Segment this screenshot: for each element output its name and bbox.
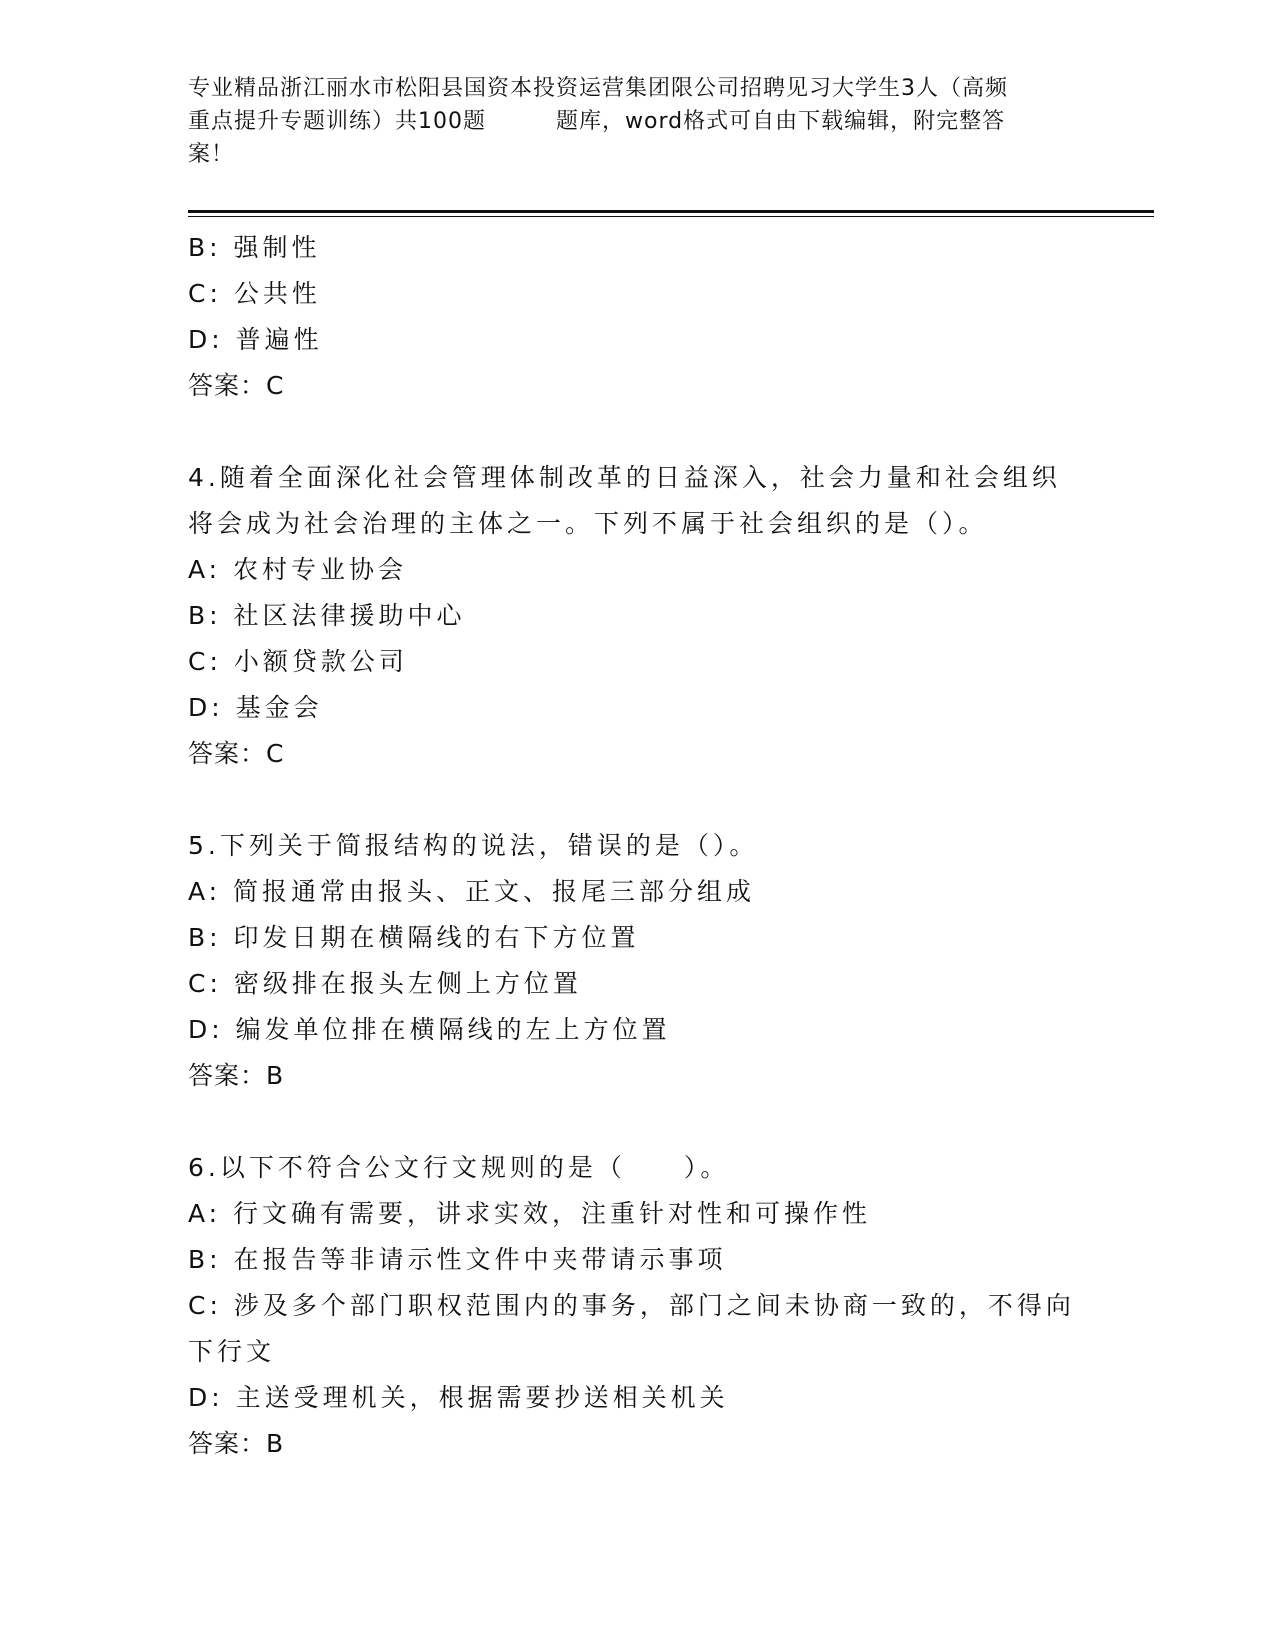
q5-option-b: B: 印发日期在横隔线的右下方位置	[188, 923, 640, 952]
header-rule-thick	[188, 210, 1154, 213]
q3-option-b: B: 强制性	[188, 233, 321, 262]
header-line-3: 案！	[188, 142, 235, 167]
q4-option-d: D: 基金会	[188, 693, 323, 722]
q3-answer: 答案：C	[188, 371, 285, 400]
q3-option-d: D: 普遍性	[188, 325, 323, 354]
document-header	[188, 72, 1088, 171]
q6-option-c-line-2: 下行文	[188, 1337, 276, 1366]
header-line-2a: 重点提升专题训练）共100题	[188, 109, 486, 134]
q6-option-b: B: 在报告等非请示性文件中夹带请示事项	[188, 1245, 727, 1274]
q5-option-a: A: 简报通常由报头、正文、报尾三部分组成	[188, 877, 756, 906]
q5-option-c: C: 密级排在报头左侧上方位置	[188, 969, 582, 998]
q6-option-a: A: 行文确有需要，讲求实效，注重针对性和可操作性	[188, 1199, 872, 1228]
q6-option-d: D: 主送受理机关，根据需要抄送相关机关	[188, 1383, 729, 1412]
q4-stem-line-2: 将会成为社会治理的主体之一。下列不属于社会组织的是（）。	[188, 509, 988, 538]
q4-stem-line-1: 4.随着全面深化社会管理体制改革的日益深入，社会力量和社会组织	[188, 463, 1061, 492]
q6-stem-line-1: 6.以下不符合公文行文规则的是（ ）。	[188, 1153, 730, 1182]
q6-answer: 答案：B	[188, 1429, 285, 1458]
header-line-2b: 题库，word格式可自由下载编辑，附完整答	[556, 109, 1006, 134]
q4-option-a: A: 农村专业协会	[188, 555, 408, 584]
header-rule-thin	[188, 216, 1154, 217]
header-line-1: 专业精品浙江丽水市松阳县国资本投资运营集团限公司招聘见习大学生3人（高频	[188, 76, 1008, 101]
q4-option-c: C: 小额贷款公司	[188, 647, 408, 676]
q5-stem-line-1: 5.下列关于简报结构的说法，错误的是（）。	[188, 831, 759, 860]
q5-answer: 答案：B	[188, 1061, 285, 1090]
document-body	[188, 225, 1088, 1467]
header-line-2	[188, 105, 1088, 138]
q3-option-c: C: 公共性	[188, 279, 321, 308]
q4-answer: 答案：C	[188, 739, 285, 768]
q5-option-d: D: 编发单位排在横隔线的左上方位置	[188, 1015, 671, 1044]
q6-option-c-line-1: C: 涉及多个部门职权范围内的事务，部门之间未协商一致的，不得向	[188, 1291, 1075, 1320]
q4-option-b: B: 社区法律援助中心	[188, 601, 466, 630]
